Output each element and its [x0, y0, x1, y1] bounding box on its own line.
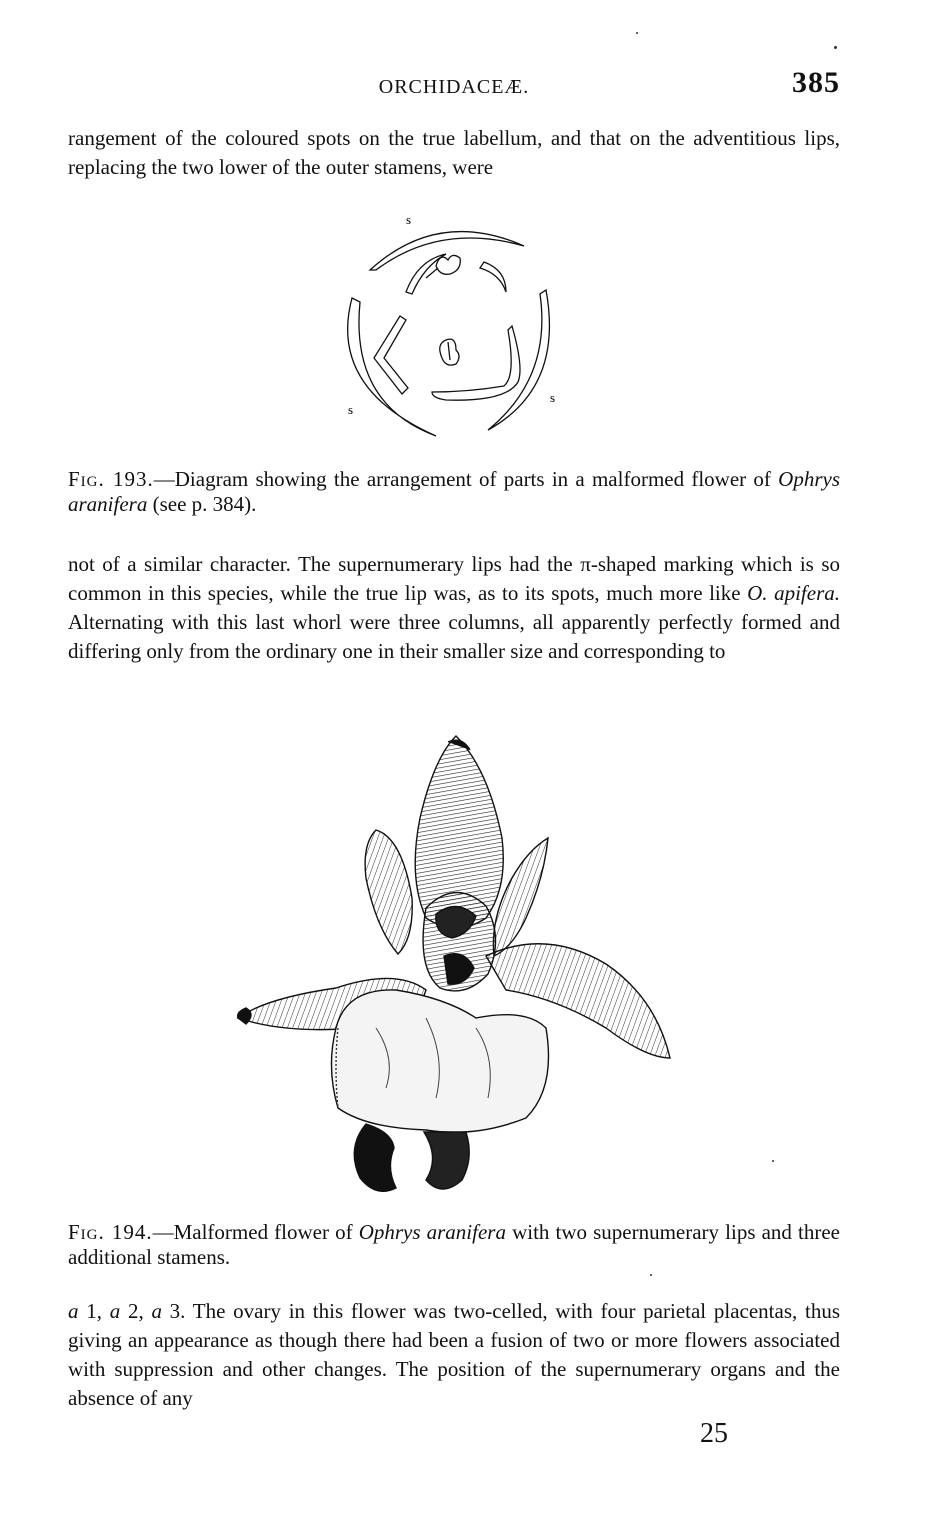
diagram-sepal-top: [370, 232, 524, 270]
print-speck: [772, 1160, 774, 1162]
diagram-column-top: [436, 255, 460, 274]
diagram-lip-left: [374, 316, 408, 394]
diagram-label-top: s: [406, 212, 412, 227]
diagram-petal-right: [480, 262, 506, 292]
paragraph-3-text-a: 1,: [78, 1299, 110, 1323]
print-speck: [834, 46, 837, 49]
diagram-label-right: s: [550, 390, 556, 405]
paragraph-3-text-c: 3. The ovary in this flower was two-celled, with four parietal placentas, thus giving an appearance as though there had been a fusion of two or more flowers associated with suppression and other changes. The position of the supernumerary organs and the absence of any: [68, 1299, 840, 1410]
figure-194-caption-species: Ophrys aranifera: [358, 1220, 506, 1244]
paragraph-1-text: rangement of the coloured spots on the true labellum, and that on the adventitious lips, replacing the two lower of the outer stamens, were: [68, 126, 840, 179]
paragraph-3-ref-a1: a: [68, 1299, 79, 1323]
paragraph-2-species: O. apifera.: [747, 581, 840, 605]
print-speck: [650, 1274, 652, 1276]
flower-supernumerary-lip-left: [354, 1124, 396, 1191]
diagram-sepal-right: [488, 290, 549, 430]
flower-petal-left: [365, 830, 412, 954]
diagram-petal-top: [406, 254, 446, 294]
figure-194-illustration: [226, 728, 676, 1208]
running-head: ORCHIDACEÆ.: [378, 76, 530, 98]
figure-193-caption: [68, 467, 840, 517]
diagram-label-left: s: [348, 402, 354, 417]
figure-193-caption-species: Ophrys aranifera: [68, 467, 840, 516]
print-speck: [636, 32, 638, 34]
figure-194-caption: [68, 1220, 840, 1270]
figure-193-diagram: [328, 208, 568, 448]
figure-194-caption-a: —Malformed flower of: [152, 1220, 359, 1244]
paragraph-3-ref-a3: a: [151, 1299, 162, 1323]
paragraph-3: [68, 1297, 840, 1413]
figure-194-label: Fig. 194.: [68, 1220, 153, 1244]
figure-193-label: Fig. 193.: [68, 467, 154, 491]
paragraph-1: [68, 124, 840, 182]
figure-194-caption-b: with two supernumerary lips and three additional stamens.: [68, 1220, 840, 1269]
paragraph-2-text-a: not of a similar character. The supernumerary lips had the π-shaped marking which is so common in this species, while the true lip was, as to its spots, much more like: [68, 552, 840, 605]
page-number: 385: [792, 66, 840, 99]
figure-193-caption-a: —Diagram showing the arrangement of parts in a malformed flower of: [153, 467, 779, 491]
paragraph-2-text-b: Alternating with this last whorl were three columns, all apparently perfectly formed and differing only from the ordinary one in their smaller size and corresponding to: [68, 610, 840, 663]
paragraph-3-ref-a2: a: [109, 1299, 121, 1323]
signature-mark: 25: [700, 1418, 728, 1449]
paragraph-3-text-b: 2,: [120, 1299, 152, 1323]
figure-193-caption-b: (see p. 384).: [147, 492, 257, 516]
paragraph-2: [68, 550, 840, 666]
page-header: [68, 66, 840, 106]
flower-supernumerary-lip-right: [424, 1132, 469, 1189]
flower-labellum: [331, 990, 548, 1132]
